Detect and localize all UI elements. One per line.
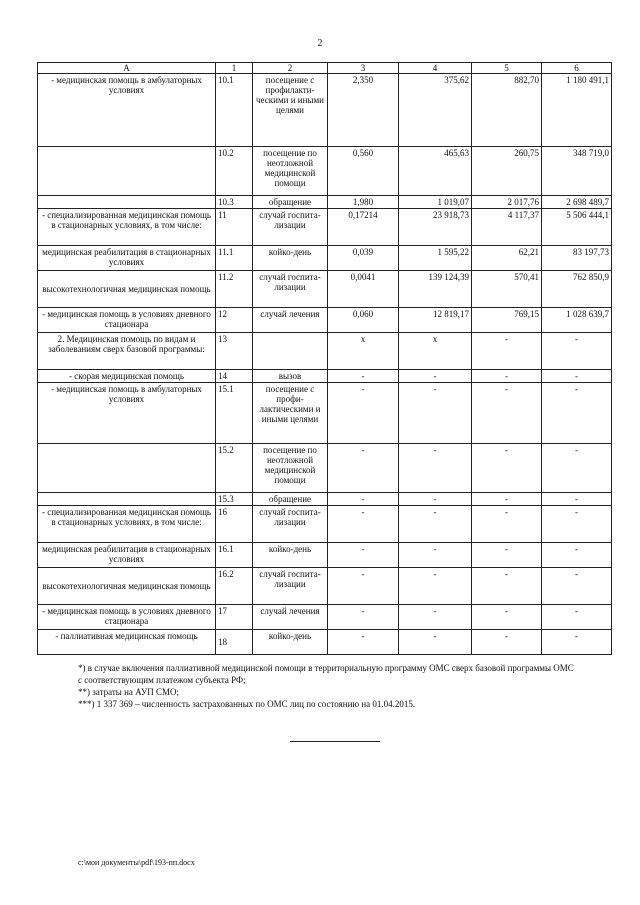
row-v4: 139 124,39 xyxy=(399,271,472,308)
row-code: 16.1 xyxy=(216,543,253,568)
row-v3: x xyxy=(328,333,399,370)
table-row xyxy=(38,444,612,493)
row-code: 12 xyxy=(216,308,253,333)
row-name xyxy=(38,147,216,196)
row-v4: - xyxy=(399,568,472,605)
row-v6: - xyxy=(542,370,612,383)
row-v5: 4 117,37 xyxy=(472,209,542,246)
row-unit: случай госпита-лизации xyxy=(253,271,328,308)
table-row xyxy=(38,147,612,196)
table-row xyxy=(38,271,612,308)
row-name: медицинская реабилитация в стационарных условиях xyxy=(38,246,216,271)
row-code: 16.2 xyxy=(216,568,253,605)
table-row xyxy=(38,370,612,383)
row-v3: 1,980 xyxy=(328,196,399,209)
row-name xyxy=(38,444,216,493)
row-v6: 1 028 639,7 xyxy=(542,308,612,333)
table-row xyxy=(38,308,612,333)
row-unit: случай госпита-лизации xyxy=(253,568,328,605)
row-unit: посещение с профилакти-ческими и иными целями xyxy=(253,74,328,147)
row-name: - скорая медицинская помощь xyxy=(38,370,216,383)
row-unit: обращение xyxy=(253,196,328,209)
row-v6: - xyxy=(542,605,612,630)
row-code: 18 xyxy=(216,630,253,655)
row-v6: - xyxy=(542,444,612,493)
header-cell: 4 xyxy=(399,63,472,74)
row-v4: - xyxy=(399,383,472,444)
footnote-2: **) затраты на АУП СМО; xyxy=(78,687,179,697)
row-name: - паллиативная медицинская помощь xyxy=(38,630,216,655)
row-v3: 0,039 xyxy=(328,246,399,271)
table-row xyxy=(38,493,612,506)
row-v4: 1 019,07 xyxy=(399,196,472,209)
row-unit: посещение по неотложной медицинской помощи xyxy=(253,147,328,196)
row-v6: - xyxy=(542,383,612,444)
row-unit: обращение xyxy=(253,493,328,506)
row-v3: - xyxy=(328,383,399,444)
table-row xyxy=(38,568,612,605)
row-unit: койко-день xyxy=(253,246,328,271)
row-v3: - xyxy=(328,630,399,655)
tariff-table xyxy=(37,62,612,655)
row-v6: 2 698 489,7 xyxy=(542,196,612,209)
row-unit: случай лечения xyxy=(253,605,328,630)
row-v3: 0,060 xyxy=(328,308,399,333)
row-v6: - xyxy=(542,333,612,370)
row-name xyxy=(38,196,216,209)
row-name: - медицинская помощь в амбулаторных условиях xyxy=(38,74,216,147)
table-row xyxy=(38,74,612,147)
row-name: медицинская реабилитация в стационарных условиях xyxy=(38,543,216,568)
header-cell: 6 xyxy=(542,63,612,74)
row-name: высокотехнологичная медицинская помощь xyxy=(38,271,216,308)
row-v4: - xyxy=(399,543,472,568)
row-code: 15.3 xyxy=(216,493,253,506)
row-unit: вызов xyxy=(253,370,328,383)
row-v5: 260,75 xyxy=(472,147,542,196)
row-v6: - xyxy=(542,543,612,568)
table-row xyxy=(38,630,612,655)
row-v5: - xyxy=(472,370,542,383)
row-v4: - xyxy=(399,370,472,383)
row-v4: 23 918,73 xyxy=(399,209,472,246)
row-unit: случай госпита-лизации xyxy=(253,209,328,246)
file-path: c:\мои документы\pdf\193-пп.docx xyxy=(78,858,195,867)
row-code: 15.2 xyxy=(216,444,253,493)
header-cell: А xyxy=(38,63,216,74)
row-v6: 5 506 444,1 xyxy=(542,209,612,246)
row-v4: - xyxy=(399,506,472,543)
row-code: 13 xyxy=(216,333,253,370)
row-v4: - xyxy=(399,630,472,655)
table-row xyxy=(38,333,612,370)
header-cell: 5 xyxy=(472,63,542,74)
row-v5: 2 017,76 xyxy=(472,196,542,209)
table-row xyxy=(38,196,612,209)
row-v3: 0,17214 xyxy=(328,209,399,246)
row-v4: - xyxy=(399,493,472,506)
header-cell: 3 xyxy=(328,63,399,74)
footnote-3: ***) 1 337 369 – численность застрахованных по ОМС лиц по состоянию на 01.04.2015. xyxy=(78,699,416,709)
row-v4: - xyxy=(399,605,472,630)
footnote-1: *) в случае включения паллиативной медицинской помощи в территориальную программу ОМС сверх базовой программы ОМС с соответствующим платежом субъекта РФ; xyxy=(78,663,574,685)
row-v4: 375,62 xyxy=(399,74,472,147)
table-row xyxy=(38,543,612,568)
row-v3: - xyxy=(328,568,399,605)
row-name: - медицинская помощь в условиях дневного стационара xyxy=(38,308,216,333)
header-cell: 2 xyxy=(253,63,328,74)
row-v3: - xyxy=(328,370,399,383)
row-v3: - xyxy=(328,543,399,568)
row-v5: - xyxy=(472,568,542,605)
row-code: 11.2 xyxy=(216,271,253,308)
row-name: - специализированная медицинская помощь в стационарных условиях, в том числе: xyxy=(38,506,216,543)
row-code: 14 xyxy=(216,370,253,383)
row-code: 11.1 xyxy=(216,246,253,271)
row-v6: 83 197,73 xyxy=(542,246,612,271)
row-code: 16 xyxy=(216,506,253,543)
row-v4: 12 819,17 xyxy=(399,308,472,333)
row-v5: 882,70 xyxy=(472,74,542,147)
header-cell: 1 xyxy=(216,63,253,74)
row-v4: - xyxy=(399,444,472,493)
row-v3: 2,350 xyxy=(328,74,399,147)
row-v3: - xyxy=(328,493,399,506)
row-name: - медицинская помощь в амбулаторных условиях xyxy=(38,383,216,444)
table-row xyxy=(38,209,612,246)
row-code: 10.1 xyxy=(216,74,253,147)
row-v4: x xyxy=(399,333,472,370)
row-code: 11 xyxy=(216,209,253,246)
row-v4: 465,63 xyxy=(399,147,472,196)
row-v5: - xyxy=(472,493,542,506)
page-number: 2 xyxy=(317,38,323,49)
row-v6: 762 850,9 xyxy=(542,271,612,308)
separator-rule xyxy=(290,741,380,742)
row-v5: - xyxy=(472,383,542,444)
row-v3: - xyxy=(328,605,399,630)
row-v6: 348 719,0 xyxy=(542,147,612,196)
row-code: 10.2 xyxy=(216,147,253,196)
row-unit: посещение по неотложной медицинской помощи xyxy=(253,444,328,493)
row-name: - специализированная медицинская помощь в стационарных условиях, в том числе: xyxy=(38,209,216,246)
row-v3: - xyxy=(328,506,399,543)
row-v3: 0,0041 xyxy=(328,271,399,308)
table-row xyxy=(38,383,612,444)
row-unit: койко-день xyxy=(253,630,328,655)
footnotes xyxy=(78,662,578,710)
row-v6: - xyxy=(542,630,612,655)
table-row xyxy=(38,605,612,630)
row-v4: 1 595,22 xyxy=(399,246,472,271)
row-v5: - xyxy=(472,444,542,493)
row-v5: 570,41 xyxy=(472,271,542,308)
table-header-row xyxy=(38,63,612,74)
row-v6: - xyxy=(542,506,612,543)
row-v5: - xyxy=(472,630,542,655)
row-unit: случай госпита-лизации xyxy=(253,506,328,543)
row-unit: случай лечения xyxy=(253,308,328,333)
row-name: - медицинская помощь в условиях дневного стационара xyxy=(38,605,216,630)
row-v6: - xyxy=(542,568,612,605)
row-unit: койко-день xyxy=(253,543,328,568)
row-code: 17 xyxy=(216,605,253,630)
table-row xyxy=(38,246,612,271)
row-v5: 62,21 xyxy=(472,246,542,271)
row-unit xyxy=(253,333,328,370)
row-name xyxy=(38,493,216,506)
row-v5: - xyxy=(472,605,542,630)
row-code: 15.1 xyxy=(216,383,253,444)
row-name: 2. Медицинская помощь по видам и заболеваниям сверх базовой программы: xyxy=(38,333,216,370)
row-v3: 0,560 xyxy=(328,147,399,196)
row-unit: посещение с профи-лактическими и иными целями xyxy=(253,383,328,444)
table-row xyxy=(38,506,612,543)
row-v5: 769,15 xyxy=(472,308,542,333)
row-v5: - xyxy=(472,506,542,543)
row-v5: - xyxy=(472,333,542,370)
row-name: высокотехнологичная медицинская помощь xyxy=(38,568,216,605)
row-v6: 1 180 491,1 xyxy=(542,74,612,147)
row-code: 10.3 xyxy=(216,196,253,209)
row-v5: - xyxy=(472,543,542,568)
row-v6: - xyxy=(542,493,612,506)
row-v3: - xyxy=(328,444,399,493)
